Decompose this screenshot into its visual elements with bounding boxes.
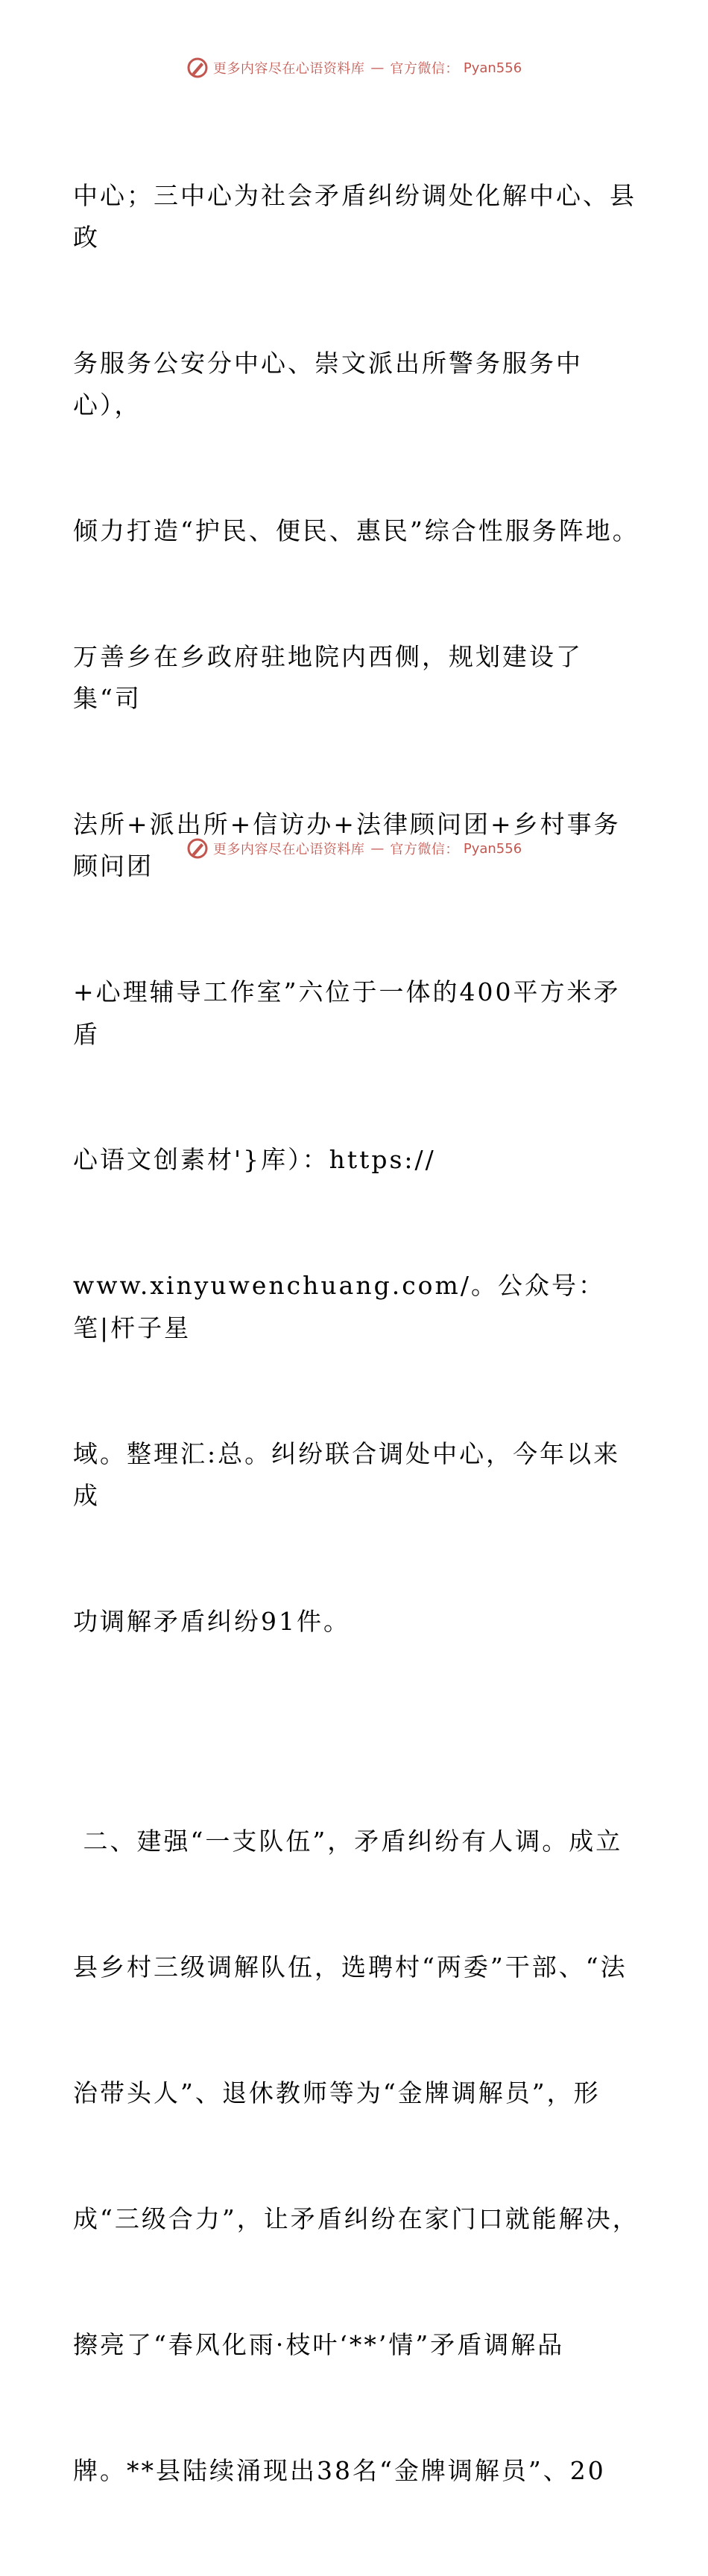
pen-logo-icon (186, 57, 209, 79)
text-line: +心理辅导工作室”六位于一体的400平方米矛盾 (73, 977, 621, 1049)
text-line: 县乡村三级调解队伍，选聘村“两委”干部、“法 (73, 1952, 628, 1982)
text-line: 成“三级合力”，让矛盾纠纷在家门口就能解决， (73, 2204, 639, 2233)
text-line: www.xinyuwenchuang.com/。公众号：笔|杆子星 (73, 1271, 605, 1342)
text-line: 中心；三中心为社会矛盾纠纷调处化解中心、县政 (73, 180, 636, 252)
text-line: 心语文创素材'}库）：https:// (73, 1145, 436, 1175)
text-line: 倾力打造“护民、便民、惠民”综合性服务阵地。 (73, 515, 639, 545)
footer-watermark (0, 837, 708, 860)
watermark-contact-label: 官方微信： (390, 61, 459, 77)
text-line: 治带头人”、退休教师等为“金牌调解员”，形 (73, 2078, 601, 2107)
text-line: 万善乡在乡政府驻地院内西侧，规划建设了集“司 (73, 641, 583, 714)
pen-logo-icon (186, 837, 209, 860)
text-line: 域。整理汇:总。纠纷联合调处中心，今年以来成 (73, 1438, 621, 1510)
header-watermark (0, 57, 708, 79)
watermark-separator: — (370, 60, 385, 76)
watermark-contact-label: 官方微信： (390, 842, 459, 857)
watermark-text: 更多内容尽在心语资料库 (212, 842, 365, 857)
text-line: 法所+派出所+信访办+法律顾问团+乡村事务顾问团 (73, 810, 621, 881)
text-line: 牌。**县陆续涌现出38名“金牌调解员”、20 (73, 2455, 606, 2485)
paragraph-1 (73, 91, 639, 1727)
watermark-text: 更多内容尽在心语资料库 (212, 61, 365, 77)
document-body (73, 91, 639, 2576)
watermark-contact-id: Pyan556 (463, 60, 522, 76)
text-line: 务服务公安分中心、崇文派出所警务服务中心）， (73, 348, 583, 420)
text-line: 二、建强“一支队伍”，矛盾纠纷有人调。成立 (73, 1827, 623, 1856)
text-line: 擦亮了“春风化雨·枝叶‘**’情”矛盾调解品 (73, 2329, 565, 2359)
text-line: 功调解矛盾纠纷91件。 (73, 1606, 350, 1636)
watermark-separator: — (370, 840, 385, 857)
paragraph-2 (73, 1737, 639, 2576)
watermark-contact-id: Pyan556 (463, 840, 522, 857)
